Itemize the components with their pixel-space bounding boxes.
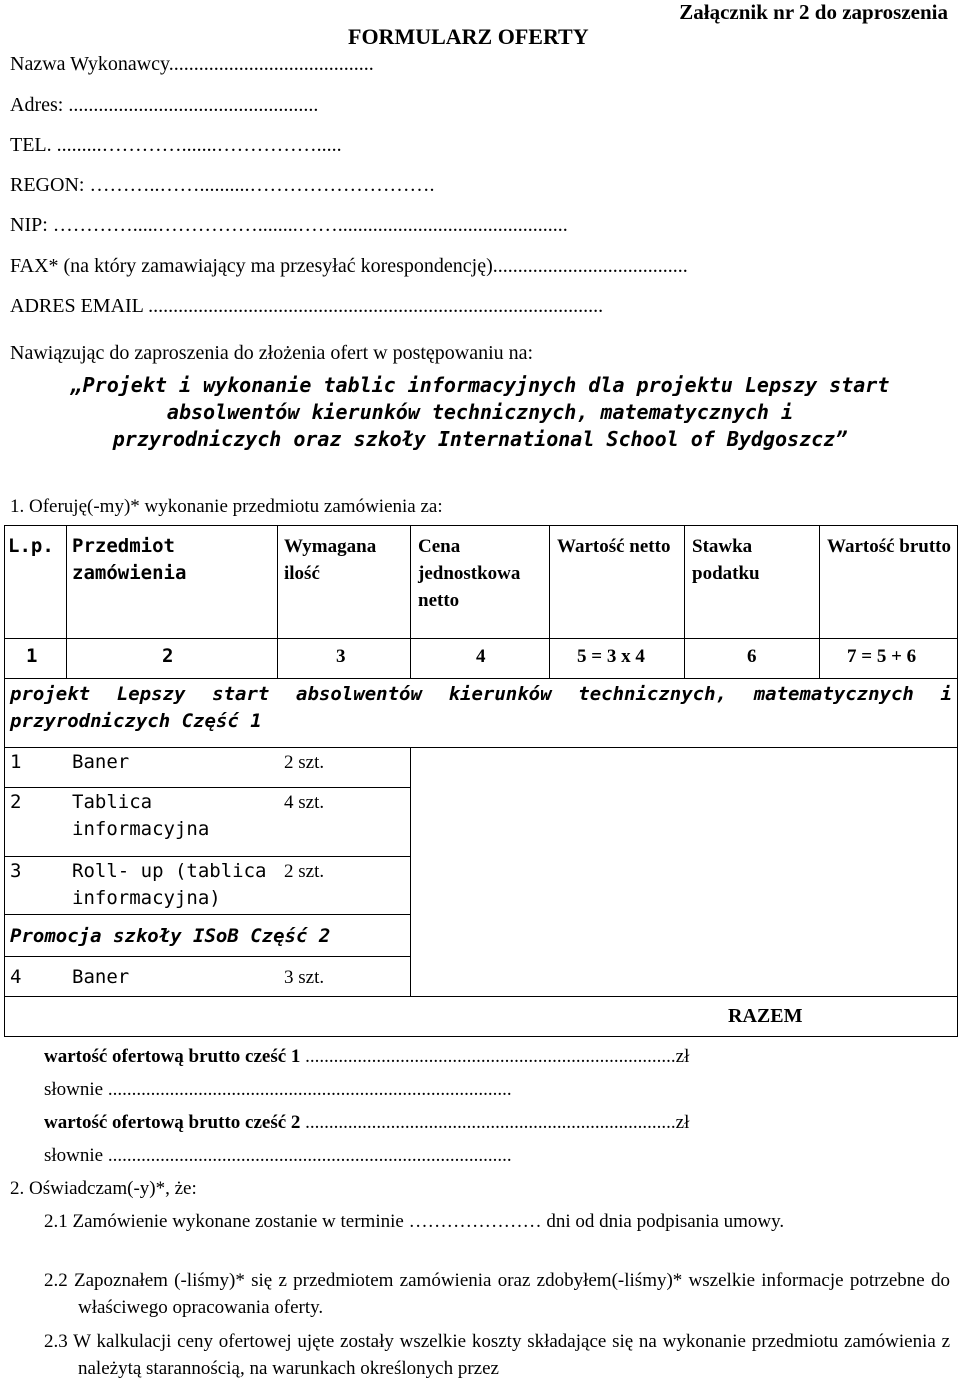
part-2-words: słownie ..................................................................................... (44, 1145, 512, 1166)
contractor-fax-field: FAX* (na który zamawiający ma przesyłać korespondencję)....................................... (10, 255, 688, 277)
total-label: RAZEM (728, 1005, 803, 1027)
row-3-qty: 2 szt. (284, 861, 325, 882)
intro-text: Nawiązując do zaproszenia do złożenia ofert w postępowaniu na: (10, 342, 534, 364)
row-2-qty: 4 szt. (284, 792, 325, 813)
header-lp: L.p. (8, 535, 54, 557)
part-1-title: projekt Lepszy start absolwentów kierunków technicznych, matematycznych i przyrodniczych Część 1 (10, 683, 952, 732)
col-number-4: 4 (476, 646, 486, 667)
declaration-2-2: 2.2 Zapoznałem (-liśmy)* się z przedmiotem zamówienia oraz zdobyłem(-liśmy)* wszelkie informacje potrzebne do właściwego opracowania oferty. (44, 1270, 950, 1318)
subject-line-2: absolwentów kierunków technicznych, matematycznych i (166, 400, 794, 424)
row-3-lp: 3 (10, 860, 22, 882)
col-number-2: 2 (162, 645, 174, 667)
col-number-1: 1 (26, 645, 38, 667)
row-2-lp: 2 (10, 791, 22, 813)
subject-line-1: „Projekt i wykonanie tablic informacyjnych dla projektu Lepszy start (70, 373, 890, 397)
part-2-title: Promocja szkoły ISoB Część 2 (10, 925, 331, 947)
part-1-gross-dots: ..............................................................................zł (305, 1046, 690, 1067)
part-1-words: słownie ..................................................................................... (44, 1079, 512, 1100)
contractor-tel-field: TEL. .........………….......……………..... (10, 134, 342, 156)
row-1-item: Baner (72, 751, 130, 773)
contractor-name-field: Nazwa Wykonawcy......................................... (10, 53, 374, 75)
contractor-address-field: Adres: .................................................. (10, 94, 319, 116)
col-number-5: 5 = 3 x 4 (577, 646, 645, 667)
header-unit-price: Cena jednostkowa netto (418, 536, 521, 611)
part-1-gross-line (44, 1046, 689, 1068)
contractor-email-field: ADRES EMAIL ........................................................................................... (10, 295, 604, 317)
subject-line-3: przyrodniczych oraz szkoły International School of Bydgoszcz” (112, 427, 848, 451)
section-2-heading: 2. Oświadczam(-y)*, że: (10, 1178, 197, 1199)
declaration-2-3: 2.3 W kalkulacji ceny ofertowej ujęte zostały wszelkie koszty składające się na wykonanie przedmiotu zamówienia z należytą starannością, na warunkach określonych przez (44, 1331, 950, 1379)
header-item: Przedmiot zamówienia (72, 535, 187, 584)
section-1-heading: 1. Oferuję(-my)* wykonanie przedmiotu zamówienia za: (10, 496, 443, 517)
attachment-label: Załącznik nr 2 do zaproszenia (679, 0, 948, 24)
row-2-item: Tablica informacyjna (72, 791, 210, 840)
part-2-gross-dots: ..............................................................................zł (305, 1112, 690, 1133)
row-4-qty: 3 szt. (284, 967, 325, 988)
pricing-table (4, 525, 958, 1037)
header-qty: Wymagana ilość (284, 536, 377, 584)
header-net-value: Wartość netto (557, 536, 671, 557)
col-number-7: 7 = 5 + 6 (847, 646, 917, 667)
part-2-gross-line (44, 1112, 689, 1134)
header-gross-value: Wartość brutto (827, 536, 952, 557)
col-number-6: 6 (747, 646, 757, 667)
row-3-item: Roll- up (tablica informacyjna) (72, 860, 267, 909)
contractor-regon-field: REGON: ………..……..........………………………. (10, 174, 435, 196)
header-tax-rate: Stawka podatku (692, 536, 760, 584)
row-1-qty: 2 szt. (284, 752, 325, 773)
contractor-nip-field: NIP: ………….....……………........…….............................................. (10, 214, 568, 236)
form-title: FORMULARZ OFERTY (348, 24, 589, 49)
declaration-2-1: 2.1 Zamówienie wykonane zostanie w terminie ………………… dni od dnia podpisania umowy. (44, 1211, 785, 1232)
row-4-item: Baner (72, 966, 130, 988)
row-4-lp: 4 (10, 966, 22, 988)
row-1-lp: 1 (10, 751, 22, 773)
part-2-gross-label: wartość ofertową brutto cześć 2 (44, 1112, 301, 1133)
col-number-3: 3 (336, 646, 346, 667)
part-1-gross-label: wartość ofertową brutto cześć 1 (44, 1046, 301, 1067)
